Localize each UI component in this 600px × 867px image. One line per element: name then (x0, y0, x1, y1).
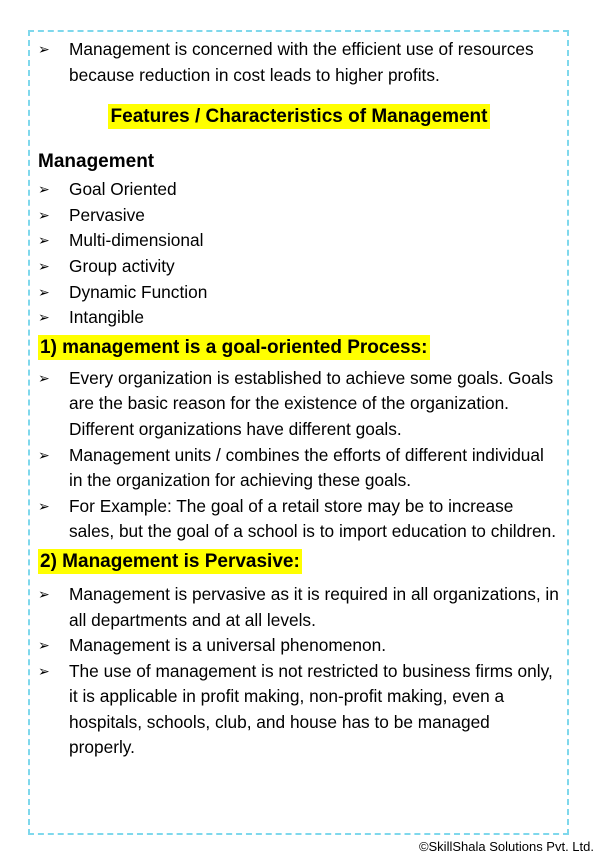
management-heading: Management (38, 151, 155, 173)
list-item: ➢ Management is pervasive as it is required in all organizations, in all departments and at all levels. (38, 583, 559, 630)
arrow-bullet-icon: ➢ (38, 232, 50, 249)
arrow-bullet-icon: ➢ (38, 637, 50, 654)
arrow-bullet-icon: ➢ (38, 181, 50, 198)
list-item: ➢ Intangible (38, 305, 560, 331)
arrow-bullet-icon: ➢ (38, 662, 50, 679)
section1-title: 1) management is a goal-oriented Process: (40, 336, 428, 358)
list-item: ➢ Management units / combines the efforts of different individual in the organization for achieving these goals. (38, 444, 544, 491)
section2-list (38, 582, 560, 761)
list-item: ➢ Pervasive (38, 203, 560, 229)
list-item: ➢ Management is a universal phenomenon. (38, 633, 560, 659)
list-item: ➢ Goal Oriented (38, 177, 560, 203)
list-item: ➢ Dynamic Function (38, 280, 560, 306)
features-list (38, 177, 560, 331)
copyright-footer: ©SkillShala Solutions Pvt. Ltd. (418, 839, 594, 854)
arrow-bullet-icon: ➢ (38, 283, 50, 300)
document-content (38, 37, 560, 761)
arrow-bullet-icon: ➢ (38, 257, 50, 274)
list-item: ➢ Multi-dimensional (38, 228, 560, 254)
arrow-bullet-icon: ➢ (38, 369, 50, 386)
arrow-bullet-icon: ➢ (38, 41, 50, 57)
list-item: ➢ Every organization is established to achieve some goals. Goals are the basic reason for the existence of the organization. Different organizations have different goals. (38, 367, 554, 439)
arrow-bullet-icon: ➢ (38, 585, 50, 602)
list-item: ➢ Group activity (38, 254, 560, 280)
arrow-bullet-icon: ➢ (38, 446, 50, 463)
list-item: ➢ For Example: The goal of a retail store may be to increase sales, but the goal of a school is to import education to children. (38, 495, 557, 542)
arrow-bullet-icon: ➢ (38, 206, 50, 223)
list-item: ➢ The use of management is not restricted to business firms only, it is applicable in profit making, non-profit making, even a hospitals, schools, club, and house has to be managed properly. (38, 660, 553, 758)
section1-list (38, 366, 560, 545)
intro-item: ➢ Management is concerned with the efficient use of resources because reduction in cost leads to higher profits. (38, 39, 534, 85)
section2-title: 2) Management is Pervasive: (40, 550, 300, 572)
arrow-bullet-icon: ➢ (38, 497, 50, 514)
arrow-bullet-icon: ➢ (38, 309, 50, 326)
features-title: Features / Characteristics of Management (38, 106, 560, 128)
intro-list (38, 37, 560, 88)
